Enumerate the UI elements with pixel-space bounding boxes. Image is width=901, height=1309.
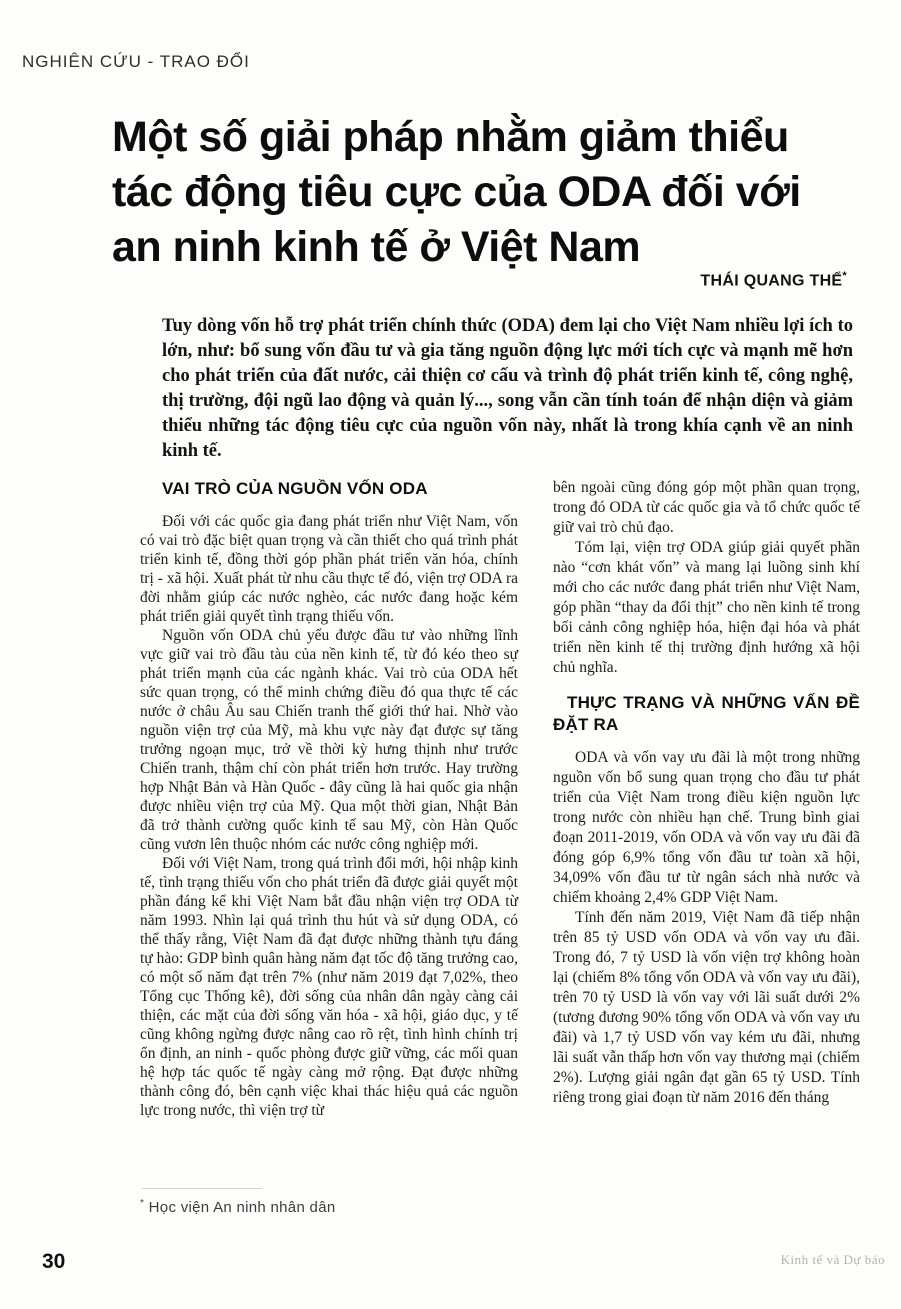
footnote-mark: * — [140, 1198, 145, 1209]
page-number: 30 — [42, 1250, 66, 1273]
article-title — [112, 110, 857, 275]
paragraph: Nguồn vốn ODA chủ yếu được đầu tư vào những lĩnh vực giữ vai trò đầu tàu của nền kinh tế, từ đó kéo theo sự phát triển mạnh của các ngành khác. Vai trò của ODA hết sức quan trọng, có thể minh chứng điều đó qua thực tế các nước ở châu Âu sau Chiến tranh thế giới thứ hai. Nhờ vào nguồn viện trợ của Mỹ, mà khu vực này đạt được sự tăng trưởng ngoạn mục, trở về thời kỳ hưng thịnh như trước Chiến tranh, thậm chí còn phát triển hơn trước. Hay trường hợp Nhật Bản và Hàn Quốc - đây cũng là hai quốc gia nhận được nhiều viện trợ của Mỹ. Qua một thời gian, Nhật Bản đã trở thành cường quốc kinh tế sau Mỹ, còn Hàn Quốc cũng vươn lên thuộc nhóm các nước công nghiệp mới. — [140, 627, 518, 853]
paragraph-continuation: bên ngoài cũng đóng góp một phần quan trọng, trong đó ODA từ các quốc gia và tổ chức quốc tế giữ vai trò chủ đạo. — [553, 479, 860, 536]
title-line-3: an ninh kinh tế ở Việt Nam — [112, 223, 641, 271]
title-line-1: Một số giải pháp nhằm giảm thiểu — [112, 113, 789, 161]
paragraph: Tính đến năm 2019, Việt Nam đã tiếp nhận trên 85 tỷ USD vốn ODA và vốn vay ưu đãi. Trong đó, 7 tỷ USD là vốn viện trợ không hoàn lại (chiếm 8% tổng vốn ODA và vốn vay ưu đãi), trên 70 tỷ USD là vốn vay với lãi suất dưới 2% (tương đương 90% tổng vốn ODA và vốn vay ưu đãi) và 1,7 tỷ USD vốn vay kém ưu đãi, nhưng lãi suất vẫn thấp hơn vốn vay thương mại (chiếm 2%). Lượng giải ngân đạt gần 65 tỷ USD. Tính riêng trong giai đoạn từ năm 2016 đến tháng — [553, 909, 860, 1106]
author-byline — [700, 270, 847, 290]
footnote-text: Học viện An ninh nhân dân — [148, 1199, 336, 1216]
section-heading-thuc-trang: THỰC TRẠNG VÀ NHỮNG VẤN ĐỀ ĐẶT RA — [553, 693, 860, 734]
author-name: THÁI QUANG THỂ — [700, 272, 843, 290]
abstract: Tuy dòng vốn hỗ trợ phát triển chính thức (ODA) đem lại cho Việt Nam nhiều lợi ích to lớn, như: bổ sung vốn đầu tư và gia tăng nguồn động lực mới tích cực và mạnh mẽ hơn cho phát triển của đất nước, cải thiện cơ cấu và trình độ phát triển kinh tế, công nghệ, thị trường, đội ngũ lao động và quản lý..., song vẫn cần tính toán để nhận diện và giảm thiểu những tác động tiêu cực của nguồn vốn này, nhất là trong khía cạnh về an ninh kinh tế. — [162, 316, 853, 461]
paragraph: Tóm lại, viện trợ ODA giúp giải quyết phần nào “cơn khát vốn” và mang lại luồng sinh khí mới cho các nước đang phát triển như Việt Nam, góp phần “thay da đổi thịt” cho nền kinh tế trong bối cảnh công nghiệp hóa, hiện đại hóa và phát triển nền kinh tế thị trường định hướng xã hội chủ nghĩa. — [553, 539, 860, 676]
column-left — [140, 478, 518, 1120]
title-line-2: tác động tiêu cực của ODA đối với — [112, 168, 801, 216]
article-body — [140, 478, 862, 1120]
paragraph: ODA và vốn vay ưu đãi là một trong những nguồn vốn bổ sung quan trọng cho đầu tư phát triển của Việt Nam trong điều kiện nguồn lực trong nước còn nhiều hạn chế. Trung bình giai đoạn 2011-2019, vốn ODA và vốn vay ưu đãi đã đóng góp 6,9% tổng vốn đầu tư toàn xã hội, 34,09% vốn đầu tư từ ngân sách nhà nước và chiếm khoảng 2,4% GDP Việt Nam. — [553, 749, 860, 906]
footnote-divider — [142, 1188, 262, 1189]
paragraph: Đối với các quốc gia đang phát triển như Việt Nam, vốn có vai trò đặc biệt quan trọng và cần thiết cho quá trình phát triển kinh tế, đồng thời góp phần phát triển văn hóa, chính trị - xã hội. Xuất phát từ nhu cầu thực tế đó, viện trợ ODA ra đời nhằm giúp các nước nghèo, các nước đang hoặc kém phát triển giải quyết tình trạng thiếu vốn. — [140, 513, 518, 625]
footnote — [140, 1198, 335, 1216]
column-right — [553, 478, 860, 1120]
section-kicker: NGHIÊN CỨU - TRAO ĐỔI — [22, 52, 250, 71]
paragraph: Đối với Việt Nam, trong quá trình đổi mới, hội nhập kinh tế, tình trạng thiếu vốn cho phát triển đã được giải quyết một phần đáng kể khi Việt Nam bắt đầu nhận viện trợ ODA từ năm 1993. Nhìn lại quá trình thu hút và sử dụng ODA, có thể thấy rằng, Việt Nam đã đạt được những thành tựu đáng tự hào: GDP bình quân hàng năm đạt tốc độ tăng trưởng cao, có một số năm đạt trên 7% (như năm 2019 đạt 7,02%, theo Tổng cục Thống kê), đời sống của nhân dân ngày càng cải thiện, các mặt của đời sống văn hóa - xã hội, giáo dục, y tế cũng không ngừng được nâng cao rõ rệt, tình hình chính trị ổn định, an ninh - quốc phòng được giữ vững, các mối quan hệ hợp tác quốc tế ngày càng mở rộng. Đạt được những thành công đó, bên cạnh việc khai thác hiệu quả các nguồn lực trong nước, thì viện trợ từ — [140, 855, 518, 1119]
section-heading-vai-tro: VAI TRÒ CỦA NGUỒN VỐN ODA — [162, 479, 428, 498]
journal-name: Kinh tế và Dự báo — [780, 1252, 885, 1267]
author-footnote-mark: * — [842, 270, 847, 282]
